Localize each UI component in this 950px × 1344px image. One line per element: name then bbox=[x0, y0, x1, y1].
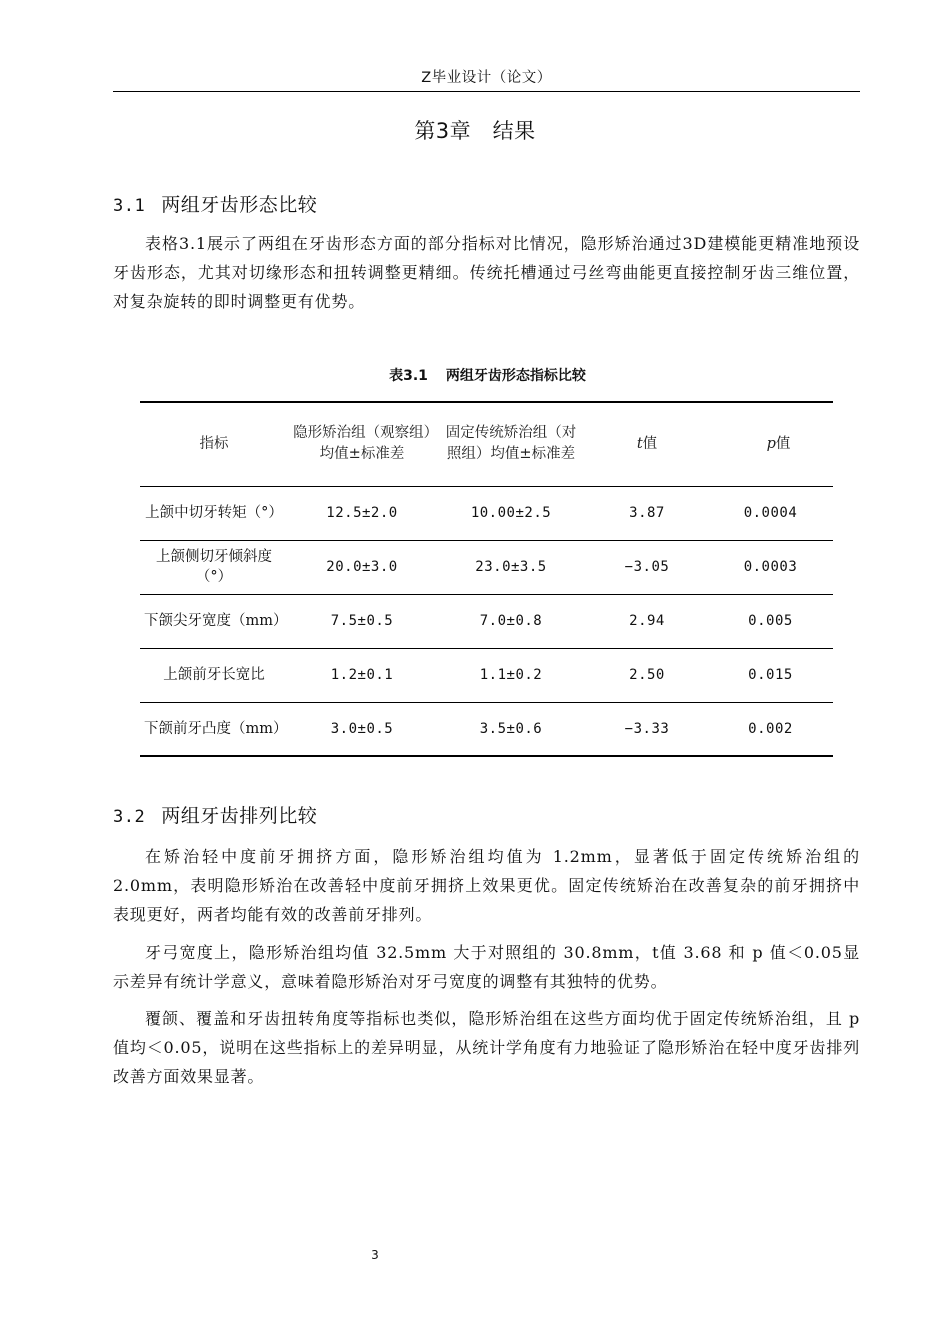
cell-t: 2.50 bbox=[586, 648, 708, 702]
cell-p: 0.0003 bbox=[708, 540, 833, 594]
table-caption bbox=[0, 365, 950, 385]
cell-p: 0.002 bbox=[708, 702, 833, 756]
table-row bbox=[140, 594, 833, 648]
body-paragraph: 牙弓宽度上，隐形矫治组均值 32.5mm 大于对照组的 30.8mm，t值 3.68 和 p 值＜0.05显示差异有统计学意义，意味着隐形矫治对牙弓宽度的调整有其独特的优势。 bbox=[113, 943, 860, 991]
cell-indicator: 下颌尖牙宽度（mm） bbox=[140, 594, 288, 648]
table-row bbox=[140, 540, 833, 594]
cell-t: −3.33 bbox=[586, 702, 708, 756]
cell-indicator: 上颌侧切牙倾斜度（°） bbox=[140, 540, 288, 594]
header-control-group: 固定传统矫治组（对照组）均值±标准差 bbox=[436, 402, 586, 486]
body-paragraph: 表格3.1展示了两组在牙齿形态方面的部分指标对比情况，隐形矫治通过3D建模能更精准地预设牙齿形态，尤其对切缘形态和扭转调整更精细。传统托槽通过弓丝弯曲能更直接控制牙齿三维位置，对复杂旋转的即时调整更有优势。 bbox=[113, 234, 860, 311]
header-observation-group: 隐形矫治组（观察组）均值±标准差 bbox=[288, 402, 436, 486]
body-paragraph: 在矫治轻中度前牙拥挤方面，隐形矫治组均值为 1.2mm，显著低于固定传统矫治组的 2.0mm，表明隐形矫治在改善轻中度前牙拥挤上效果更优。固定传统矫治在改善复杂的前牙拥挤中表现更好，两者均能有效的改善前牙排列。 bbox=[113, 847, 860, 924]
cell-t: 2.94 bbox=[586, 594, 708, 648]
header-rule bbox=[113, 91, 860, 92]
cell-p: 0.015 bbox=[708, 648, 833, 702]
header-p-value: p值 bbox=[708, 402, 833, 486]
cell-observation: 3.0±0.5 bbox=[288, 702, 436, 756]
cell-observation: 7.5±0.5 bbox=[288, 594, 436, 648]
section-heading-3-2 bbox=[113, 801, 317, 828]
comparison-table bbox=[140, 401, 833, 757]
cell-control: 3.5±0.6 bbox=[436, 702, 586, 756]
table-row bbox=[140, 702, 833, 756]
table-row bbox=[140, 486, 833, 540]
table-header-row bbox=[140, 402, 833, 486]
cell-control: 10.00±2.5 bbox=[436, 486, 586, 540]
cell-control: 23.0±3.5 bbox=[436, 540, 586, 594]
cell-observation: 1.2±0.1 bbox=[288, 648, 436, 702]
table-caption-title: 两组牙齿形态指标比较 bbox=[445, 368, 586, 384]
section-number: 3.1 bbox=[113, 196, 146, 216]
cell-p: 0.0004 bbox=[708, 486, 833, 540]
cell-t: 3.87 bbox=[586, 486, 708, 540]
section-number: 3.2 bbox=[113, 807, 146, 827]
cell-observation: 12.5±2.0 bbox=[288, 486, 436, 540]
section-title-text: 两组牙齿排列比较 bbox=[161, 805, 318, 827]
table-caption-number: 表3.1 bbox=[389, 368, 428, 384]
cell-control: 7.0±0.8 bbox=[436, 594, 586, 648]
page-number: 3 bbox=[371, 1248, 379, 1262]
cell-indicator: 下颌前牙凸度（mm） bbox=[140, 702, 288, 756]
cell-p: 0.005 bbox=[708, 594, 833, 648]
section-heading-3-1 bbox=[113, 190, 317, 217]
chapter-title: 第3章 结果 bbox=[414, 119, 536, 143]
cell-t: −3.05 bbox=[586, 540, 708, 594]
cell-control: 1.1±0.2 bbox=[436, 648, 586, 702]
table-row bbox=[140, 648, 833, 702]
header-t-value: t值 bbox=[586, 402, 708, 486]
cell-indicator: 上颌中切牙转矩（°） bbox=[140, 486, 288, 540]
section-title-text: 两组牙齿形态比较 bbox=[161, 194, 318, 216]
cell-observation: 20.0±3.0 bbox=[288, 540, 436, 594]
header-indicator: 指标 bbox=[140, 402, 288, 486]
body-paragraph: 覆颌、覆盖和牙齿扭转角度等指标也类似，隐形矫治组在这些方面均优于固定传统矫治组，且 p值均＜0.05，说明在这些指标上的差异明显，从统计学角度有力地验证了隐形矫治在轻中度牙齿排列改善方面效果显著。 bbox=[113, 1009, 860, 1086]
cell-indicator: 上颌前牙长宽比 bbox=[140, 648, 288, 702]
running-header: Z毕业设计（论文） bbox=[421, 70, 552, 86]
